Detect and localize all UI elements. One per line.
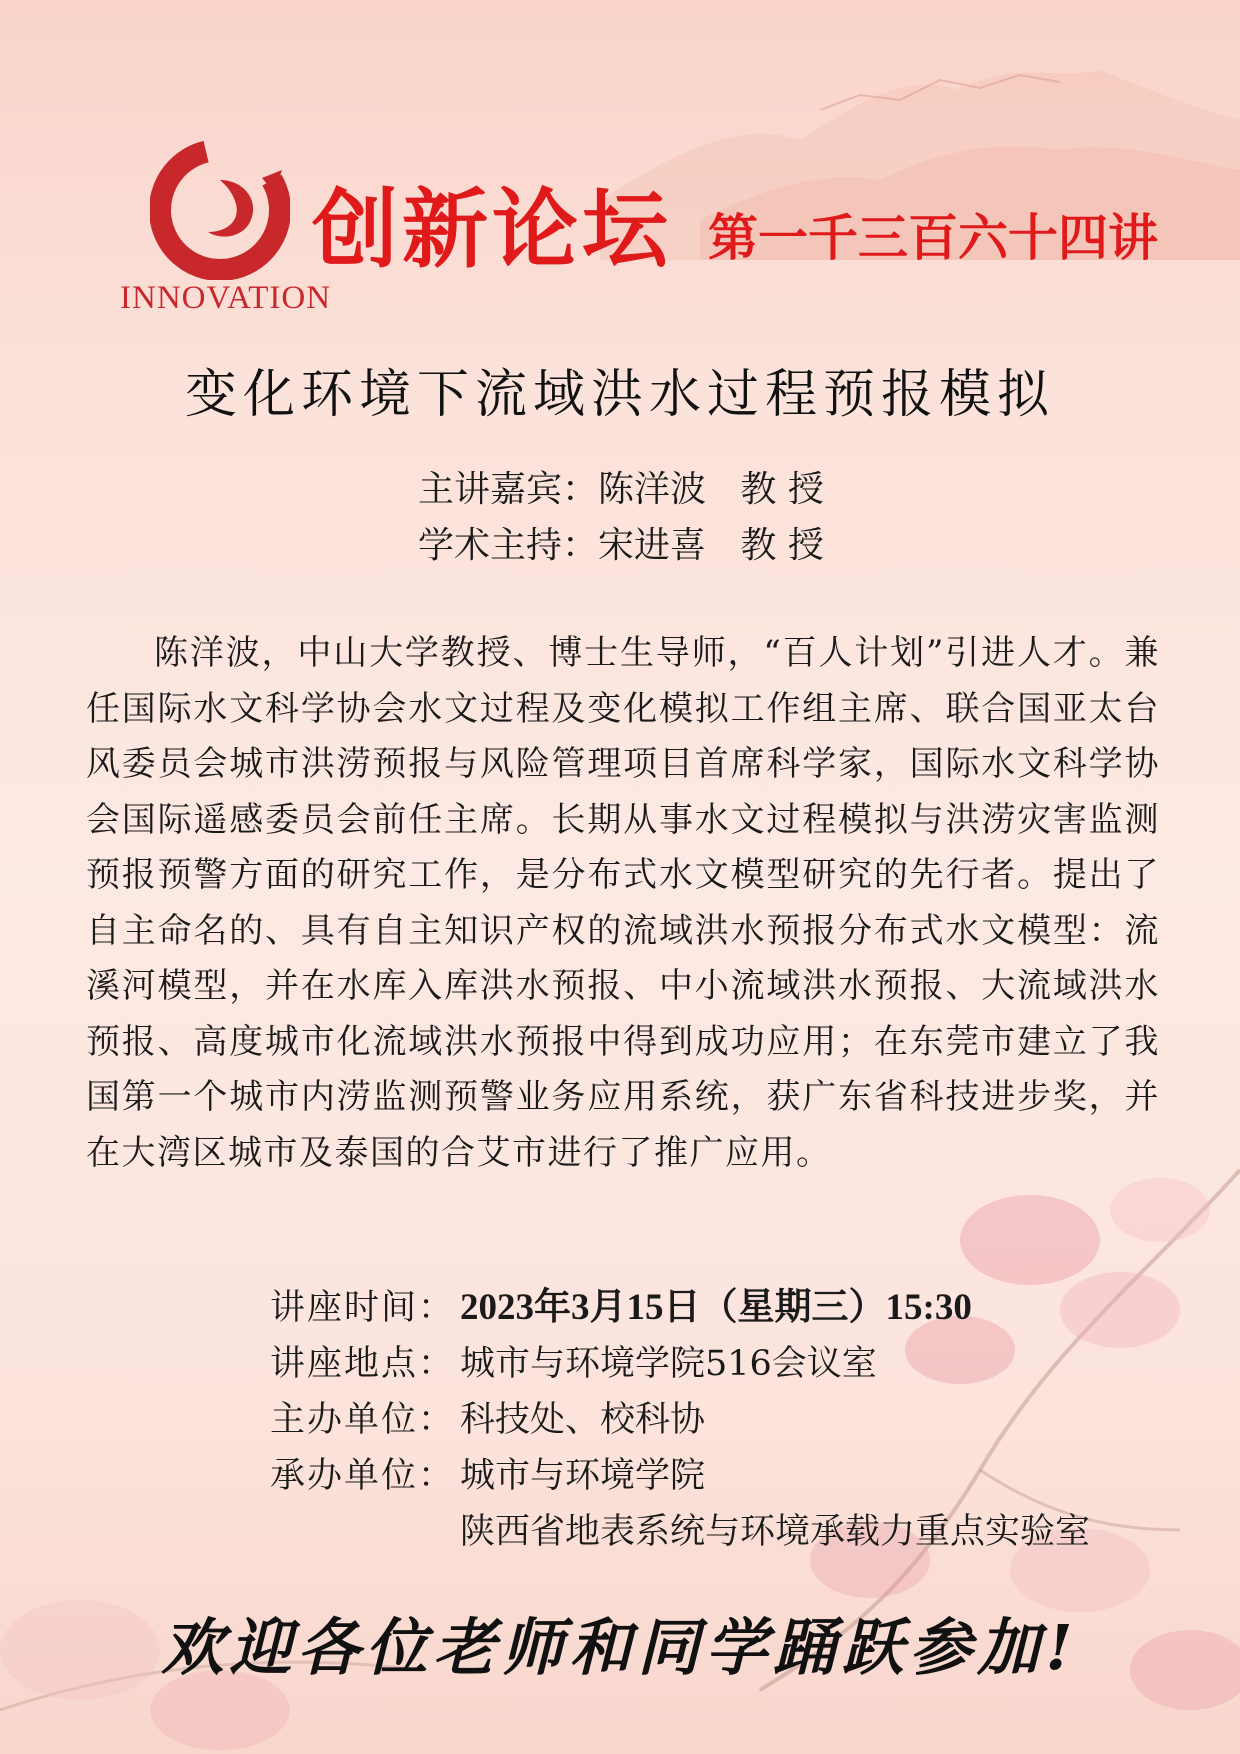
coorganizer-row-2	[270, 1504, 1090, 1560]
host-row	[418, 518, 824, 574]
host-title: 教 授	[740, 525, 824, 566]
logo-text: INNOVATION	[120, 280, 332, 316]
host-name: 宋进喜	[598, 525, 707, 566]
welcome-message: 欢迎各位老师和同学踊跃参加!	[161, 1611, 1079, 1684]
speaker-row	[418, 462, 824, 518]
coorganizer-label: 承办单位：	[270, 1456, 456, 1496]
lecture-number: 第一千三百六十四讲	[708, 209, 1158, 267]
speaker-name: 陈洋波	[598, 469, 707, 510]
speaker-label: 主讲嘉宾：	[418, 469, 599, 510]
host-label: 学术主持：	[418, 525, 599, 566]
forum-header	[0, 0, 1240, 330]
time-value: 2023年3月15日（星期三）15:30	[460, 1287, 972, 1328]
people-section	[418, 462, 824, 574]
time-label: 讲座时间：	[270, 1288, 456, 1328]
forum-title: 创新论坛	[312, 180, 672, 280]
lecture-info	[270, 1280, 1090, 1560]
time-row	[270, 1280, 1090, 1336]
coorganizer-row	[270, 1448, 1090, 1504]
place-label: 讲座地点：	[270, 1344, 456, 1384]
lecture-title: 变化环境下流域洪水过程预报模拟	[184, 365, 1055, 425]
organizer-row	[270, 1392, 1090, 1448]
coorganizer-value-2: 陕西省地表系统与环境承载力重点实验室	[460, 1512, 1091, 1552]
organizer-label: 主办单位：	[270, 1400, 456, 1440]
organizer-value: 科技处、校科协	[460, 1400, 706, 1440]
speaker-title: 教 授	[740, 469, 824, 510]
place-row	[270, 1336, 1090, 1392]
coorganizer-value-1: 城市与环境学院	[460, 1456, 706, 1496]
place-value: 城市与环境学院516会议室	[460, 1344, 877, 1384]
innovation-logo-icon	[150, 140, 290, 280]
speaker-bio: 陈洋波，中山大学教授、博士生导师，“百人计划”引进人才。兼任国际水文科学协会水文过程及变化模拟工作组主席、联合国亚太台风委员会城市洪涝预报与风险管理项目首席科学家，国际水文科学协会国际遥感委员会前任主席。长期从事水文过程模拟与洪涝灾害监测预报预警方面的研究工作，是分布式水文模型研究的先行者。提出了自主命名的、具有自主知识产权的流域洪水预报分布式水文模型：流溪河模型，并在水库入库洪水预报、中小流域洪水预报、大流域洪水预报、高度城市化流域洪水预报中得到成功应用；在东莞市建立了我国第一个城市内涝监测预警业务应用系统，获广东省科技进步奖，并在大湾区城市及泰国的合艾市进行了推广应用。	[86, 633, 1160, 1173]
